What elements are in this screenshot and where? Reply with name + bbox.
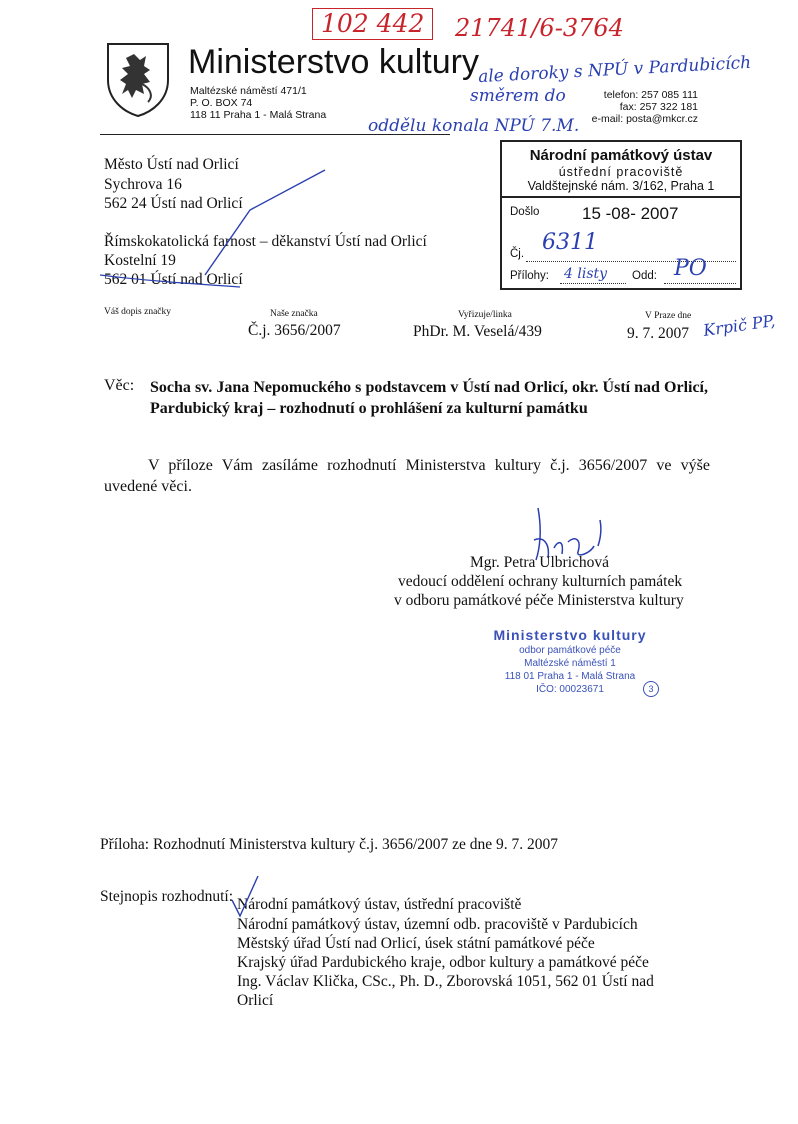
czech-lion-crest-icon (104, 40, 172, 118)
copy-recipient: Národní památkový ústav, územní odb. pracoviště v Pardubicích (237, 916, 638, 933)
handwritten-note: směrem do (470, 86, 566, 106)
handwritten-note: ale doroky s NPÚ v Pardubicích (477, 52, 752, 88)
stamp-attachments-line (560, 282, 626, 284)
recipient-line: 562 01 Ústí nad Orlicí (104, 271, 243, 288)
address-line: 118 11 Praha 1 - Malá Strana (190, 109, 327, 121)
recipient-line: Římskokatolická farnost – děkanství Ústí nad Orlicí (104, 233, 427, 250)
recipient-line: Sychrova 16 (104, 176, 182, 193)
stamp-dept-line (664, 282, 736, 284)
office-stamp-title: Ministerstvo kultury (493, 627, 647, 643)
handwritten-note: oddělu konala NPÚ 7.M. (368, 116, 580, 136)
received-stamp (500, 140, 742, 290)
stamp-title: Národní památkový ústav (529, 147, 713, 164)
stamp-received-label: Došlo (510, 206, 540, 218)
handwritten-reference: 21741/6-3764 (455, 14, 624, 42)
handler-label: Vyřizuje/linka (458, 310, 512, 320)
ministry-name: Ministerstvo kultury (188, 43, 479, 81)
fax: fax: 257 322 181 (619, 101, 698, 113)
handler-value: PhDr. M. Veselá/439 (413, 323, 542, 340)
recipient-line: 562 24 Ústí nad Orlicí (104, 195, 243, 212)
body-text: V příloze Vám zasíláme rozhodnutí Ministerstva kultury č.j. 3656/2007 ve výše uvedené věci. (104, 457, 710, 495)
subject-label: Věc: (104, 377, 135, 394)
stamp-ref-value: 6311 (542, 230, 598, 255)
office-stamp-line: odbor památkové péče (519, 645, 621, 656)
stamp-ref-label: Čj. (510, 248, 525, 260)
attachment-line: Příloha: Rozhodnutí Ministerstva kultury č.j. 3656/2007 ze dne 9. 7. 2007 (100, 836, 559, 853)
stamp-dept-label: Odd: (632, 270, 657, 282)
office-stamp-line: IČO: 00023671 (536, 684, 604, 695)
stamp-address: Valdštejnské nám. 3/162, Praha 1 (527, 179, 715, 193)
pen-strike-icon (100, 165, 340, 295)
date-value: 9. 7. 2007 (627, 325, 689, 342)
phone: telefon: 257 085 111 (603, 89, 698, 101)
copy-recipient: Městský úřad Ústí nad Orlicí, úsek státní památkové péče (237, 935, 595, 952)
date-label: V Praze dne (645, 311, 692, 321)
address-line: Maltézské náměstí 471/1 (190, 85, 307, 97)
signatory-role: vedoucí oddělení ochrany kulturních památek (398, 573, 683, 590)
address-line: P. O. BOX 74 (190, 97, 253, 109)
copies-label: Stejnopis rozhodnutí: (100, 888, 234, 905)
recipient-line: Kostelní 19 (104, 252, 176, 269)
office-stamp-line: 118 01 Praha 1 - Malá Strana (504, 671, 636, 682)
stamp-dept-value: PO (674, 256, 707, 281)
our-ref-value: Č.j. 3656/2007 (248, 322, 341, 339)
pen-checkmark-icon (228, 872, 268, 922)
signatory-name: Mgr. Petra Ulbrichová (470, 554, 610, 571)
handwritten-initials: Krpič PP, (702, 311, 777, 340)
copy-recipient: Ing. Václav Klička, CSc., Ph. D., Zborovská 1051, 562 01 Ústí nad (237, 973, 654, 990)
signatory-role: v odboru památkové péče Ministerstva kultury (394, 592, 684, 609)
your-ref-label: Váš dopis značky (104, 307, 172, 317)
our-ref-label: Naše značka (270, 309, 318, 319)
stamp-received-date: 15 -08- 2007 (582, 204, 679, 223)
stamp-attachments-label: Přílohy: (510, 270, 549, 282)
copy-recipient: Orlicí (237, 992, 274, 1009)
handwritten-reference-boxed: 102 442 (312, 8, 433, 40)
copy-recipient: Národní památkový ústav, ústřední pracoviště (237, 896, 522, 913)
email: e-mail: posta@mkcr.cz (591, 113, 698, 125)
stamp-attachments-value: 4 listy (564, 266, 608, 282)
subject-text: Socha sv. Jana Nepomuckého s podstavcem v Ústí nad Orlicí, okr. Ústí nad Orlicí, Pardubický kraj – rozhodnutí o prohlášení za kulturní památku (150, 379, 708, 417)
office-stamp-number: 3 (643, 681, 659, 697)
copy-recipient: Krajský úřad Pardubického kraje, odbor kultury a památkové péče (237, 954, 649, 971)
recipient-line: Město Ústí nad Orlicí (104, 156, 239, 173)
office-stamp-line: Maltézské náměstí 1 (524, 658, 616, 669)
stamp-subtitle: ústřední pracoviště (558, 165, 684, 179)
